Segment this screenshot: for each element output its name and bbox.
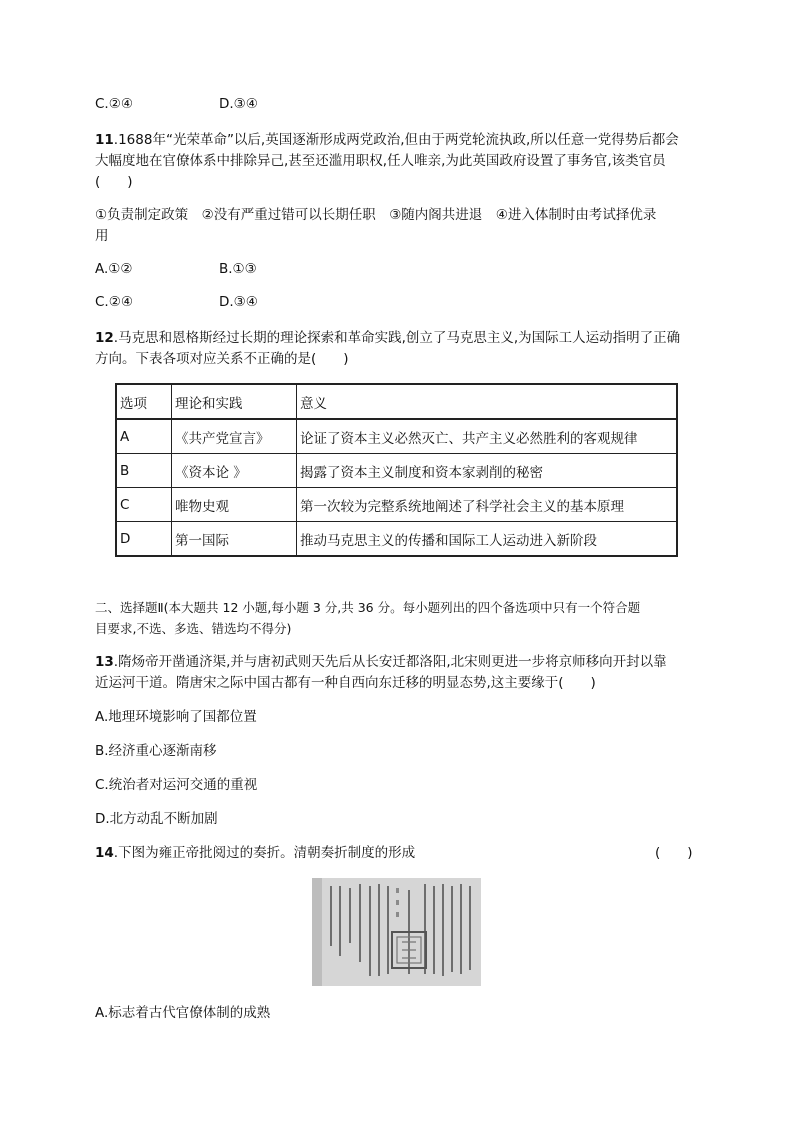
table-cell: 《资本论 》 [172,454,297,488]
memorial-document-photo [312,878,481,986]
table-header: 选项 [116,384,172,419]
q12-stem-line1 [95,328,680,348]
q13-stem-line2: 近运河干道。隋唐宋之际中国古都有一种自西向东迁移的明显态势,这主要缘于( ) [95,675,596,691]
table-row [116,419,677,454]
table-cell: D [116,522,172,557]
table-cell: A [116,419,172,454]
q11-answer-paren: ( ) [95,174,133,190]
table-header: 意义 [297,384,678,419]
table-row [116,454,677,488]
table-cell: 唯物史观 [172,488,297,522]
q11-option-c: C.②④ [95,294,133,310]
q11-stem-line1 [95,130,679,150]
q12-table [115,383,678,557]
table-cell: B [116,454,172,488]
q13-option-b: B.经济重心逐渐南移 [95,743,217,759]
q12-stem-line2: 方向。下表各项对应关系不正确的是( ) [95,351,349,367]
q13-option-a: A.地理环境影响了国都位置 [95,709,257,725]
table-cell: 第一国际 [172,522,297,557]
q11-statements-line2: 用 [95,228,109,244]
prev-option-c: C.②④ [95,96,133,112]
table-row [116,488,677,522]
q13-stem-line1 [95,652,667,672]
q11-number: 11 [95,132,114,148]
prev-option-d: D.③④ [219,96,258,112]
table-header: 理论和实践 [172,384,297,419]
q11-option-b: B.①③ [219,261,257,277]
q13-option-c: C.统治者对运河交通的重视 [95,777,258,793]
table-cell: 第一次较为完整系统地阐述了科学社会主义的基本原理 [297,488,678,522]
q14-answer-paren: ( ) [655,845,693,861]
q13-option-d: D.北方动乱不断加剧 [95,811,218,827]
table-cell: 揭露了资本主义制度和资本家剥削的秘密 [297,454,678,488]
q14-number: 14 [95,845,114,861]
section2-heading-line2: 目要求,不选、多选、错选均不得分) [95,621,292,636]
q13-text: .隋炀帝开凿通济渠,并与唐初武则天先后从长安迁都洛阳,北宋则更进一步将京师移向开封以靠 [113,654,667,670]
q12-number: 12 [95,330,114,346]
section2-heading-line1: 二、选择题Ⅱ(本大题共 12 小题,每小题 3 分,共 36 分。每小题列出的四个备选项中只有一个符合题 [95,600,641,615]
table-cell: 《共产党宣言》 [172,419,297,454]
q14-text: .下图为雍正帝批阅过的奏折。清朝奏折制度的形成 [113,845,416,861]
table-cell: 论证了资本主义必然灭亡、共产主义必然胜利的客观规律 [297,419,678,454]
q11-text: .1688年“光荣革命”以后,英国逐渐形成两党政治,但由于两党轮流执政,所以任意一党得势后都会 [113,132,679,148]
q11-option-a: A.①② [95,261,133,277]
q11-statements-line1: ①负责制定政策 ②没有严重过错可以长期任职 ③随内阁共进退 ④进入体制时由考试择优录 [95,207,657,223]
q13-number: 13 [95,654,114,670]
table-cell: C [116,488,172,522]
q12-text: .马克思和恩格斯经过长期的理论探索和革命实践,创立了马克思主义,为国际工人运动指明了正确 [113,330,681,346]
table-cell: 推动马克思主义的传播和国际工人运动进入新阶段 [297,522,678,557]
q11-option-d: D.③④ [219,294,258,310]
memorial-manuscript-image [312,878,481,986]
table-row [116,522,677,557]
q14-option-a: A.标志着古代官僚体制的成熟 [95,1005,271,1021]
q14-stem-line1 [95,843,415,863]
table-header-row [116,384,677,419]
q11-stem-line2: 大幅度地在官僚体系中排除异己,甚至还滥用职权,任人唯亲,为此英国政府设置了事务官,该类官员 [95,153,666,169]
